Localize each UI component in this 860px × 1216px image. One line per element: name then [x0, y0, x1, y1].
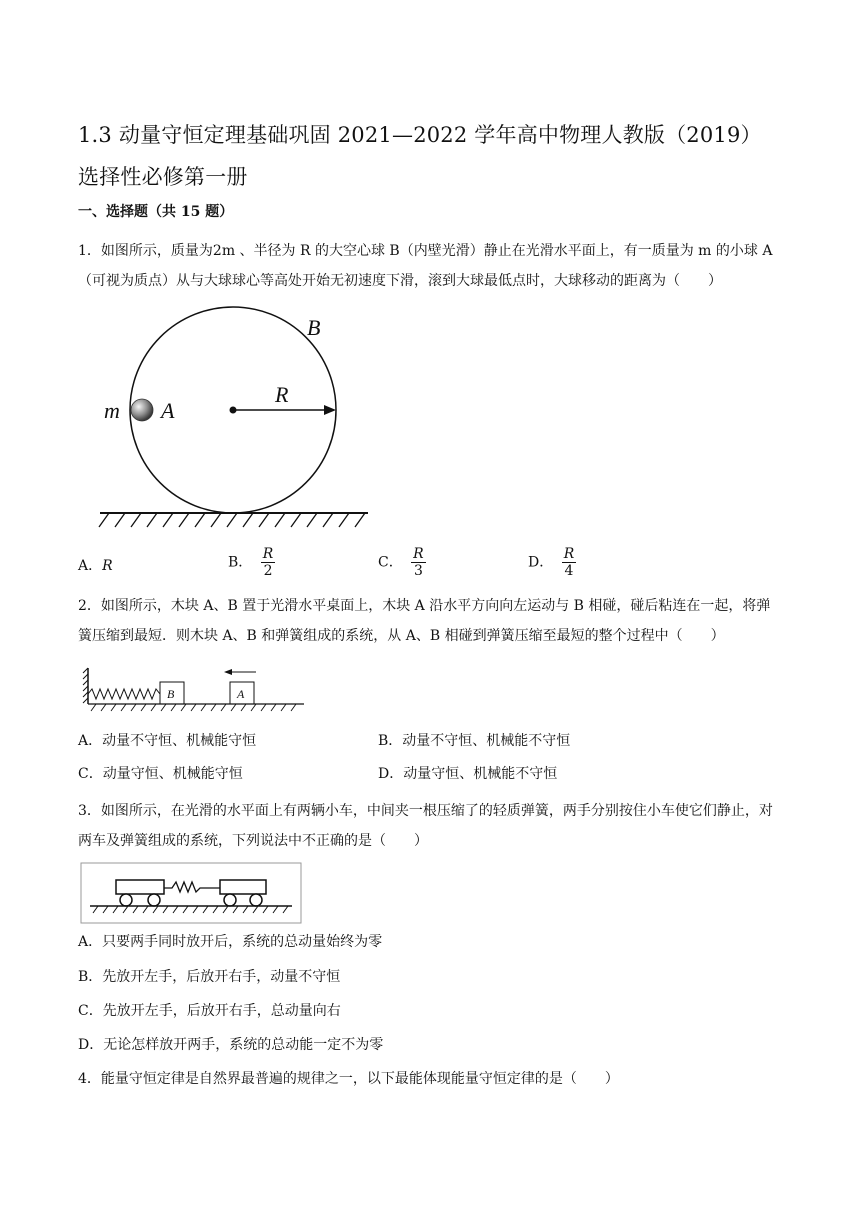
label-m: m: [104, 398, 120, 423]
q2-option-b: B．动量不守恒、机械能不守恒: [378, 733, 571, 749]
velocity-arrow-head: [224, 669, 232, 675]
q3-option-c: C．先放开左手，后放开右手，总动量向右: [78, 1003, 341, 1019]
block-b-label: B: [167, 687, 175, 701]
cart-left-wheel-2: [148, 894, 160, 906]
spring: [88, 689, 160, 699]
document-title: [78, 114, 798, 198]
q3-option-b: B．先放开左手，后放开右手，动量不守恒: [78, 969, 341, 985]
q1-option-b: B． $\frac{R}{2}$: [228, 546, 274, 579]
question-4-text: 4．能量守恒定律是自然界最普遍的规律之一，以下最能体现能量守恒定律的是（ ）: [78, 1071, 619, 1087]
cart-left-wheel-1: [120, 894, 132, 906]
ground-hatching: [99, 513, 365, 527]
figure-frame: [81, 863, 301, 923]
title-line-1: 1.3 动量守恒定理基础巩固 2021—2022 学年高中物理人教版（2019）: [78, 123, 762, 147]
question-3-text: 3．如图所示，在光滑的水平面上有两辆小车，中间夹一根压缩了的轻质弹簧，两手分别按住小车使它们静止，对两车及弹簧组成的系统，下列说法中不正确的是（ ）: [78, 803, 773, 849]
question-2-figure: [82, 664, 308, 714]
table-hatching: [91, 704, 296, 711]
cart-right-wheel-2: [250, 894, 262, 906]
small-ball-a: [131, 399, 153, 421]
q1-option-d: D． $\frac{R}{4}$: [528, 546, 575, 579]
cart-right-body: [220, 880, 266, 894]
question-1-text: 1．如图所示，质量为2m 、半径为 R 的大空心球 B（内壁光滑）静止在光滑水平面上，有一质量为 m 的小球 A（可视为质点）从与大球球心等高处开始无初速度下滑，滚到大球最低点时，大球移动的距离为（ ）: [78, 243, 773, 289]
label-b: B: [307, 315, 321, 340]
q3-option-a: A．只要两手同时放开后，系统的总动量始终为零: [78, 934, 383, 950]
label-a: A: [161, 398, 175, 423]
block-a-label: A: [237, 687, 245, 701]
cart-left-body: [116, 880, 164, 894]
title-line-2: 选择性必修第一册: [78, 165, 248, 189]
radius-arrow-head: [324, 405, 336, 415]
section-heading: 一、选择题（共 15 题）: [78, 204, 234, 220]
label-r: R: [275, 382, 289, 407]
q2-option-d: D．动量守恒、机械能不守恒: [378, 766, 558, 782]
q1-option-a: A．R: [78, 558, 113, 574]
q1-option-c: C． $\frac{R}{3}$: [378, 546, 424, 579]
cart-right-wheel-1: [224, 894, 236, 906]
question-2-text: 2．如图所示，木块 A、B 置于光滑水平桌面上，木块 A 沿水平方向向左运动与 B 相碰，碰后粘连在一起，将弹簧压缩到最短．则木块 A、B 和弹簧组成的系统，从 A、B 相碰到弹簧压缩至最短的整个过程中（ ）: [78, 598, 771, 644]
question-3-figure: [80, 862, 302, 924]
q3-option-d: D．无论怎样放开两手，系统的总动能一定不为零: [78, 1037, 384, 1053]
q2-option-c: C．动量守恒、机械能守恒: [78, 766, 243, 782]
q2-option-a: A．动量不守恒、机械能守恒: [78, 733, 257, 749]
question-1-figure: [95, 305, 375, 535]
